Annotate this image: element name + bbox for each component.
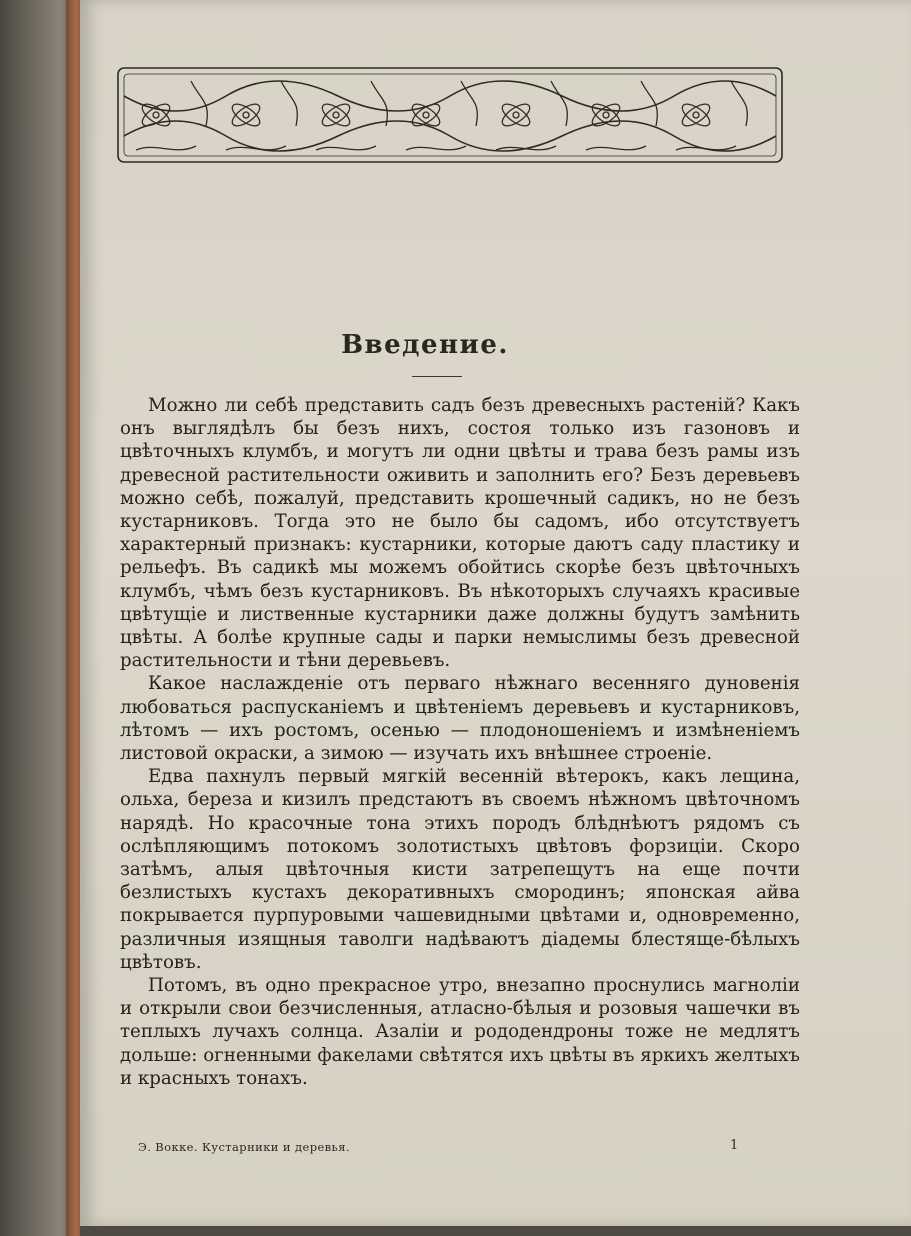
paragraph: Потомъ, въ одно прекрасное утро, внезапно проснулись магноліи и открыли свои безчисленныя, атласно-бѣлыя и розовыя чашечки въ теплыхъ лучахъ солнца. Азаліи и рододендроны тоже не медлятъ дольше: огненными факелами свѣтятся ихъ цвѣты въ яркихъ желтыхъ и красныхъ тонахъ. [120,975,800,1089]
page-bottom-shadow [80,1226,911,1236]
paragraph: Какое наслажденіе отъ перваго нѣжнаго весенняго дуновенія любоваться распусканіемъ и цвѣтеніемъ деревьевъ и кустарниковъ, лѣтомъ — ихъ ростомъ, осенью — плодоношеніемъ и измѣненіемъ листовой окраски, а зимою — изучать ихъ внѣшнее строеніе. [120,673,800,765]
paragraph: Можно ли себѣ представить садъ безъ древесныхъ растеній? Какъ онъ выглядѣлъ бы безъ нихъ, состоя только изъ газоновъ и цвѣточныхъ клумбъ, и могутъ ли одни цвѣты и трава безъ рамы изъ древесной растительности оживить и заполнить его? Безъ деревьевъ можно себѣ, пожалуй, представить крошечный садикъ, но не безъ кустарниковъ. Тогда это не было бы садомъ, ибо отсутствуетъ характерный признакъ: кустарники, которые даютъ саду пластику и рельефъ. Въ садикѣ мы можемъ обойтись скорѣе безъ цвѣточныхъ клумбъ, чѣмъ безъ кустарниковъ. Въ нѣкоторыхъ случаяхъ красивые цвѣтущіе и лиственные кустарники даже должны будутъ замѣнить цвѣты. А болѣе крупные сады и парки немыслимы безъ древесной растительности и тѣни деревьевъ. [120,395,800,672]
book-page [80,0,911,1226]
floral-ornament-header [116,66,784,164]
chapter-heading: Введение. [341,330,509,360]
page-number: 1 [730,1138,739,1153]
body-text [120,394,800,1090]
paragraph: Едва пахнулъ первый мягкій весенній вѣтерокъ, какъ лещина, ольха, береза и кизилъ предстаютъ въ своемъ нѣжномъ цвѣточномъ нарядѣ. Но красочные тона этихъ породъ блѣднѣютъ рядомъ съ ослѣпляющимъ потокомъ золотистыхъ цвѣтовъ форзиціи. Скоро затѣмъ, алыя цвѣточныя кисти затрепещутъ на еще почти безлистыхъ кустахъ декоративныхъ смородинъ; японская айва покрывается пурпуровыми чашевидными цвѣтами и, одновременно, различныя изящныя таволги надѣваютъ діадемы блестяще-бѣлыхъ цвѣтовъ. [120,766,800,973]
heading-underline [412,376,462,377]
footer-book-title: Э. Вокке. Кустарники и деревья. [138,1140,350,1154]
